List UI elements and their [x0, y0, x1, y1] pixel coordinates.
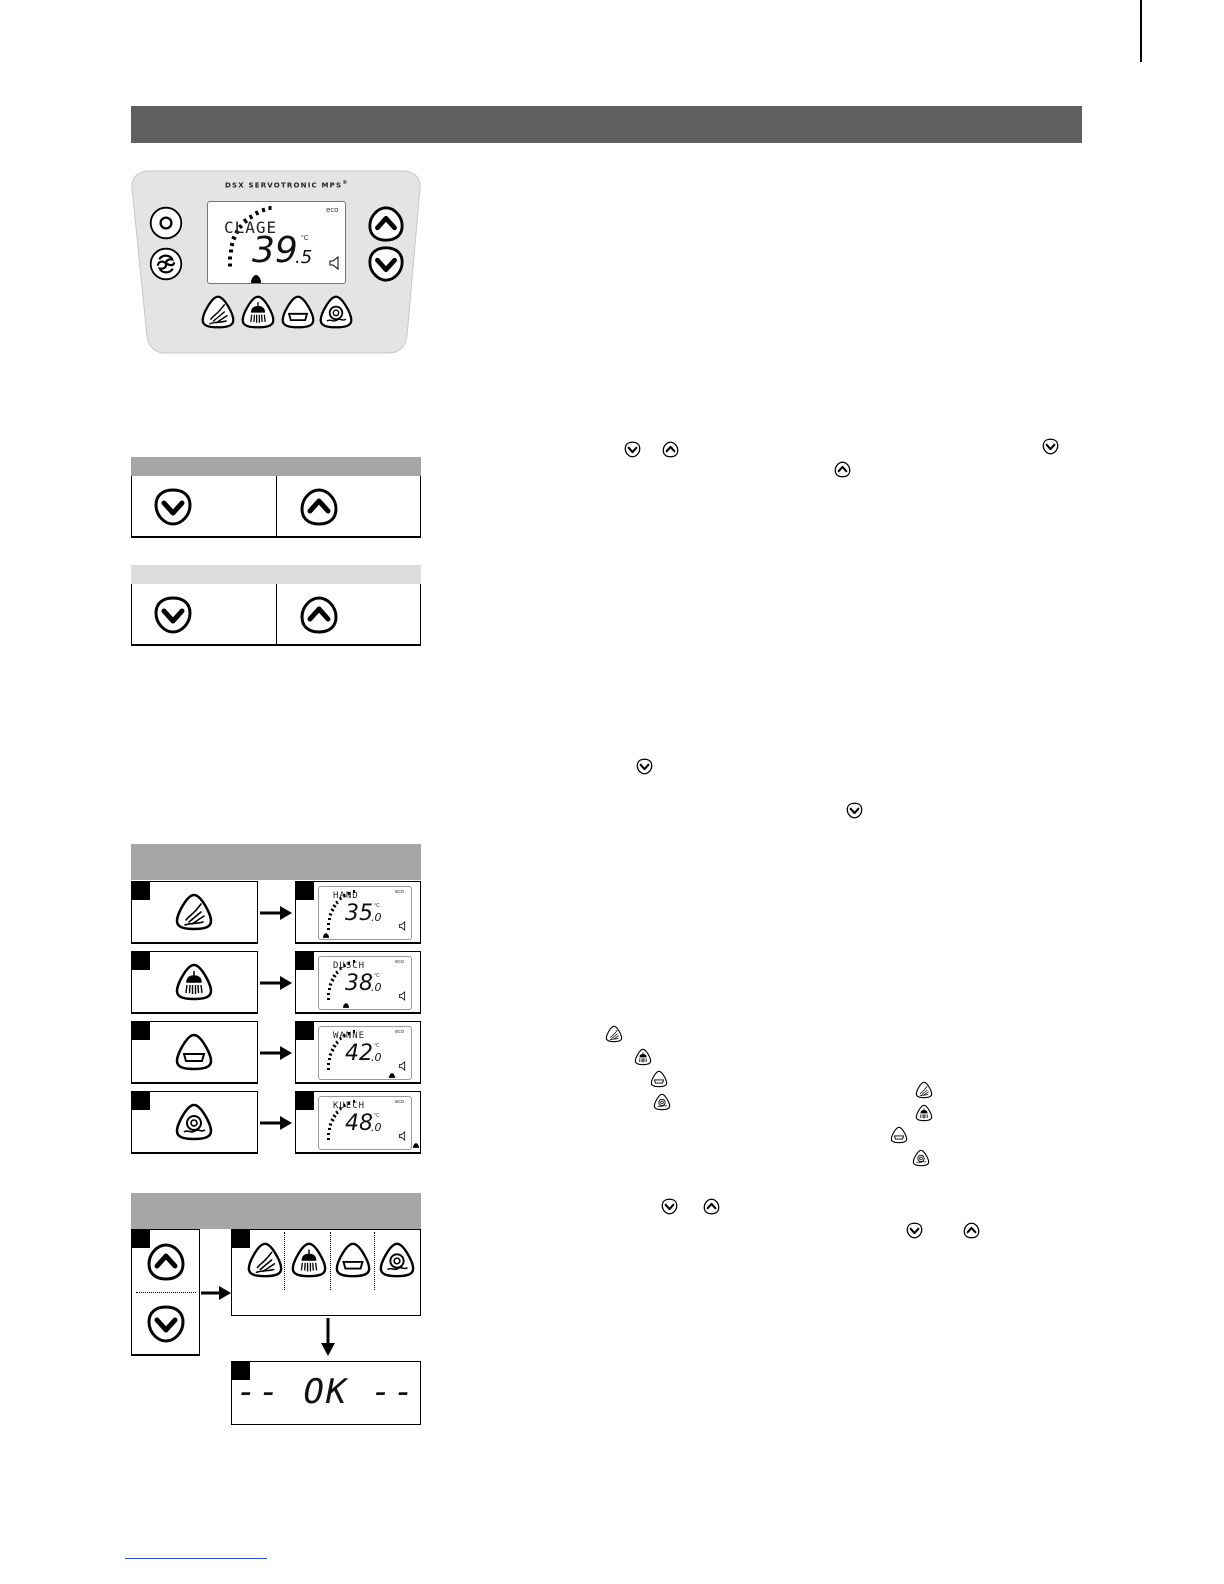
step-marker	[296, 882, 314, 900]
footnote-rule	[125, 1558, 267, 1559]
eco-indicator: eco	[326, 206, 339, 214]
display-label: CLAGE	[224, 218, 278, 237]
position-marker-icon	[323, 933, 329, 938]
bathtub-icon	[890, 1126, 908, 1144]
hand-wash-icon[interactable]	[174, 892, 214, 932]
preset-display-box	[295, 1091, 421, 1154]
step-marker	[132, 1022, 150, 1040]
kitchen-icon[interactable]	[378, 1241, 416, 1279]
arrow-right-icon	[201, 1285, 231, 1301]
up-icon[interactable]	[297, 595, 341, 635]
preset-keys-box	[231, 1229, 421, 1294]
preset-key-box	[131, 1091, 258, 1154]
key-table-1	[131, 476, 421, 537]
arrow-right-icon	[260, 1045, 292, 1061]
kitchen-icon	[912, 1149, 930, 1167]
down-icon	[636, 758, 653, 775]
display-temperature: 35	[345, 901, 373, 926]
down-icon	[906, 1222, 923, 1239]
key-table-2	[131, 584, 421, 645]
down-icon[interactable]	[151, 595, 195, 635]
up-icon	[834, 461, 851, 478]
table-divider	[276, 584, 277, 644]
display-decimal: .0	[371, 911, 382, 924]
position-marker-icon	[413, 1143, 419, 1148]
section-header-bar	[131, 106, 1082, 143]
arrow-right-icon	[260, 975, 292, 991]
display-label: HAND	[333, 891, 359, 901]
step-marker	[296, 1092, 314, 1110]
kitchen-icon[interactable]	[174, 1102, 214, 1142]
table-bottom-rule	[131, 644, 421, 646]
position-marker-icon	[343, 1003, 349, 1008]
down-icon	[661, 1198, 678, 1215]
shower-icon[interactable]	[290, 1241, 328, 1279]
display-unit: °C	[374, 1043, 380, 1049]
speaker-icon	[398, 921, 406, 931]
bathtub-icon[interactable]	[334, 1241, 372, 1279]
kitchen-icon	[653, 1093, 671, 1111]
main-display	[207, 201, 346, 284]
display-temperature: 42	[345, 1041, 373, 1066]
preset-display	[318, 886, 412, 940]
up-down-key-box	[131, 1229, 200, 1356]
dotted-divider	[136, 1292, 196, 1293]
display-decimal: .0	[371, 1051, 382, 1064]
dotted-divider	[284, 1232, 285, 1290]
down-icon	[624, 441, 641, 458]
preset-key-box	[131, 881, 258, 944]
eco-indicator: eco	[395, 1099, 404, 1105]
up-icon[interactable]	[144, 1242, 188, 1282]
speaker-icon	[398, 991, 406, 1001]
bathtub-icon	[650, 1070, 668, 1088]
hand-wash-icon	[915, 1081, 933, 1099]
preset-key-box	[131, 1021, 258, 1084]
presets-section-header	[131, 844, 421, 880]
ok-display-text: -- OK --	[236, 1372, 416, 1412]
down-icon[interactable]	[151, 487, 195, 527]
speaker-icon	[398, 1131, 406, 1141]
programming-section-header	[131, 1193, 421, 1229]
crop-line	[1140, 0, 1142, 62]
step-marker	[296, 952, 314, 970]
down-icon[interactable]	[367, 245, 405, 283]
display-label: DUSCH	[333, 961, 366, 971]
display-unit: °C	[374, 1113, 380, 1119]
arrow-right-icon	[260, 905, 292, 921]
brand-text: DSX SERVOTRONIC MPS®	[225, 180, 349, 190]
key-table-2-header	[131, 565, 421, 584]
step-marker	[132, 952, 150, 970]
bathtub-icon[interactable]	[174, 1032, 214, 1072]
display-unit: °C	[374, 903, 380, 909]
eco-indicator: eco	[395, 959, 404, 965]
key-table-1-header	[131, 457, 421, 476]
eco-indicator: eco	[395, 1029, 404, 1035]
speaker-icon	[398, 1061, 406, 1071]
shower-icon[interactable]	[174, 962, 214, 1002]
dotted-divider	[374, 1232, 375, 1290]
shower-icon	[634, 1048, 652, 1066]
arrow-down-icon	[318, 1318, 338, 1358]
up-icon	[963, 1222, 980, 1239]
arrow-right-icon	[260, 1115, 292, 1131]
shower-icon	[915, 1104, 933, 1122]
step-marker	[296, 1022, 314, 1040]
display-temperature: 38	[345, 971, 373, 996]
shower-icon[interactable]	[239, 294, 277, 330]
down-icon	[846, 802, 863, 819]
down-icon	[1042, 438, 1059, 455]
display-unit: °C	[374, 973, 380, 979]
power-icon[interactable]	[148, 205, 184, 241]
hand-wash-icon	[605, 1025, 623, 1043]
display-decimal: .0	[371, 1121, 382, 1134]
kitchen-icon[interactable]	[317, 294, 355, 330]
preset-display-box	[295, 1021, 421, 1084]
flow-icon[interactable]	[148, 246, 184, 282]
up-icon	[662, 441, 679, 458]
eco-indicator: eco	[395, 889, 404, 895]
preset-display-box	[295, 881, 421, 944]
display-temperature: 48	[345, 1111, 373, 1136]
ok-display-box	[231, 1361, 421, 1425]
display-decimal: .5	[295, 247, 313, 268]
up-icon[interactable]	[367, 205, 405, 243]
preset-display	[318, 1096, 412, 1150]
preset-keys-caption-box	[231, 1292, 421, 1316]
dotted-divider	[330, 1232, 331, 1290]
preset-display	[318, 956, 412, 1010]
position-marker-icon	[251, 275, 261, 283]
up-icon	[703, 1198, 720, 1215]
position-marker-icon	[389, 1073, 395, 1078]
preset-display	[318, 1026, 412, 1080]
down-icon[interactable]	[144, 1304, 188, 1344]
display-temperature: 39	[252, 230, 298, 271]
up-icon[interactable]	[297, 487, 341, 527]
hand-wash-icon[interactable]	[246, 1241, 284, 1279]
display-unit: °C	[301, 235, 309, 242]
preset-display-box	[295, 951, 421, 1014]
display-label: WANNE	[333, 1031, 366, 1041]
hand-wash-icon[interactable]	[199, 294, 237, 330]
table-divider	[276, 476, 277, 536]
bathtub-icon[interactable]	[279, 294, 317, 330]
preset-key-box	[131, 951, 258, 1014]
display-label: KUECH	[333, 1101, 366, 1111]
step-marker	[132, 1092, 150, 1110]
speaker-icon	[328, 256, 340, 270]
table-bottom-rule	[131, 536, 421, 538]
step-marker	[132, 882, 150, 900]
display-decimal: .0	[371, 981, 382, 994]
